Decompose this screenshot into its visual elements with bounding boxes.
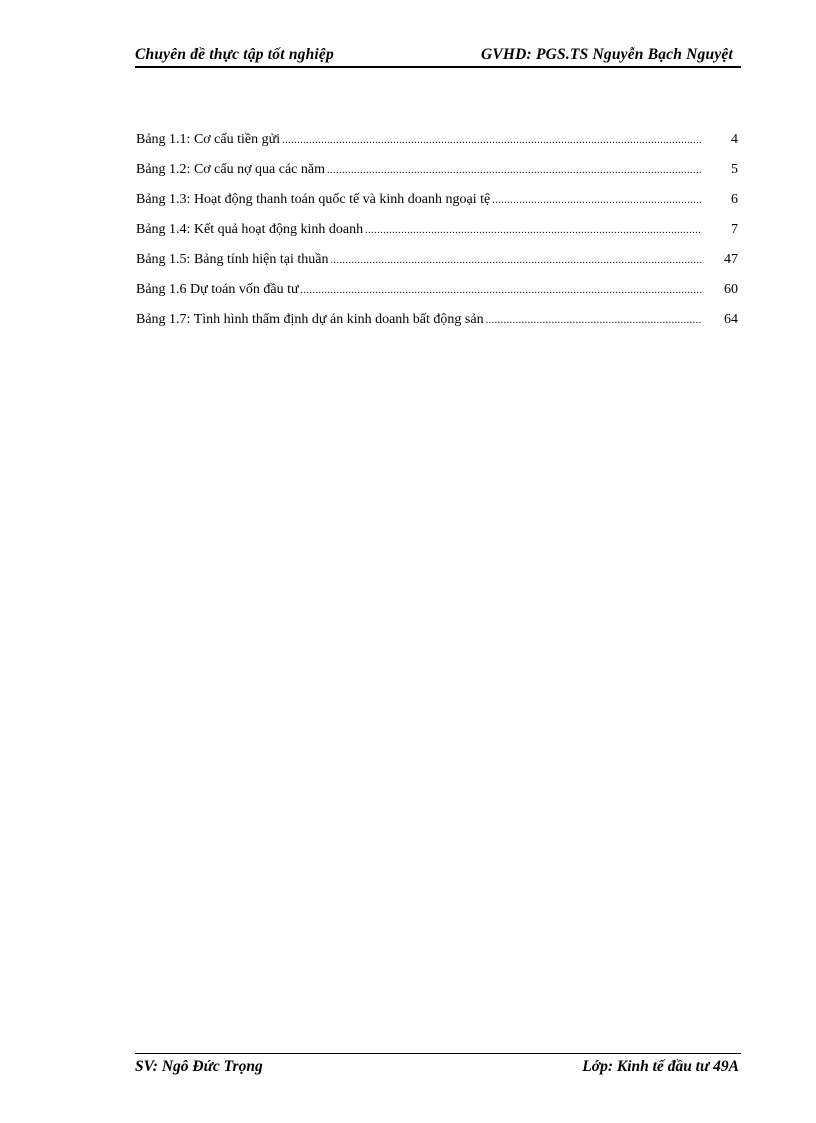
page-header [135, 44, 741, 68]
toc-entry-page: 64 [724, 312, 738, 327]
toc-entry-label: Bảng 1.1: Cơ cấu tiền gửi [136, 132, 281, 147]
toc-entry-label: Bảng 1.6 Dự toán vốn đầu tư [136, 282, 299, 297]
toc-dot-leader [301, 285, 702, 296]
table-of-tables [136, 132, 738, 342]
toc-entry-page: 6 [731, 192, 738, 207]
toc-entry-label: Bảng 1.2: Cơ cấu nợ qua các năm [136, 162, 325, 177]
footer-class: Lớp: Kinh tế đầu tư 49A [582, 1058, 739, 1075]
toc-dot-leader [330, 255, 702, 266]
toc-entry-page: 7 [731, 222, 738, 237]
toc-entry[interactable] [136, 252, 738, 282]
header-supervisor: GVHD: PGS.TS Nguyễn Bạch Nguyệt [480, 46, 733, 63]
toc-dot-leader [282, 135, 702, 146]
page-footer [135, 1053, 741, 1080]
toc-entry[interactable] [136, 312, 738, 342]
toc-entry-label: Bảng 1.5: Bảng tính hiện tại thuần [136, 252, 329, 267]
toc-dot-leader [486, 315, 702, 326]
toc-entry[interactable] [136, 282, 738, 312]
footer-student: SV: Ngô Đức Trọng [135, 1058, 263, 1075]
toc-entry[interactable] [136, 132, 738, 162]
toc-entry[interactable] [136, 162, 738, 192]
toc-entry-page: 5 [731, 162, 738, 177]
toc-entry-label: Bảng 1.3: Hoạt động thanh toán quốc tế và kinh doanh ngoại tệ [136, 192, 491, 207]
toc-entry[interactable] [136, 192, 738, 222]
header-title: Chuyên đề thực tập tốt nghiệp [135, 46, 334, 63]
toc-entry-page: 4 [731, 132, 738, 147]
toc-entry-label: Bảng 1.7: Tình hình thẩm định dự án kinh doanh bất động sản [136, 312, 484, 327]
toc-entry-page: 47 [724, 252, 738, 267]
toc-dot-leader [492, 195, 702, 206]
toc-entry-page: 60 [724, 282, 738, 297]
toc-entry[interactable] [136, 222, 738, 252]
toc-entry-label: Bảng 1.4: Kết quả hoạt động kinh doanh [136, 222, 364, 237]
toc-dot-leader [365, 225, 702, 236]
toc-dot-leader [327, 165, 702, 176]
